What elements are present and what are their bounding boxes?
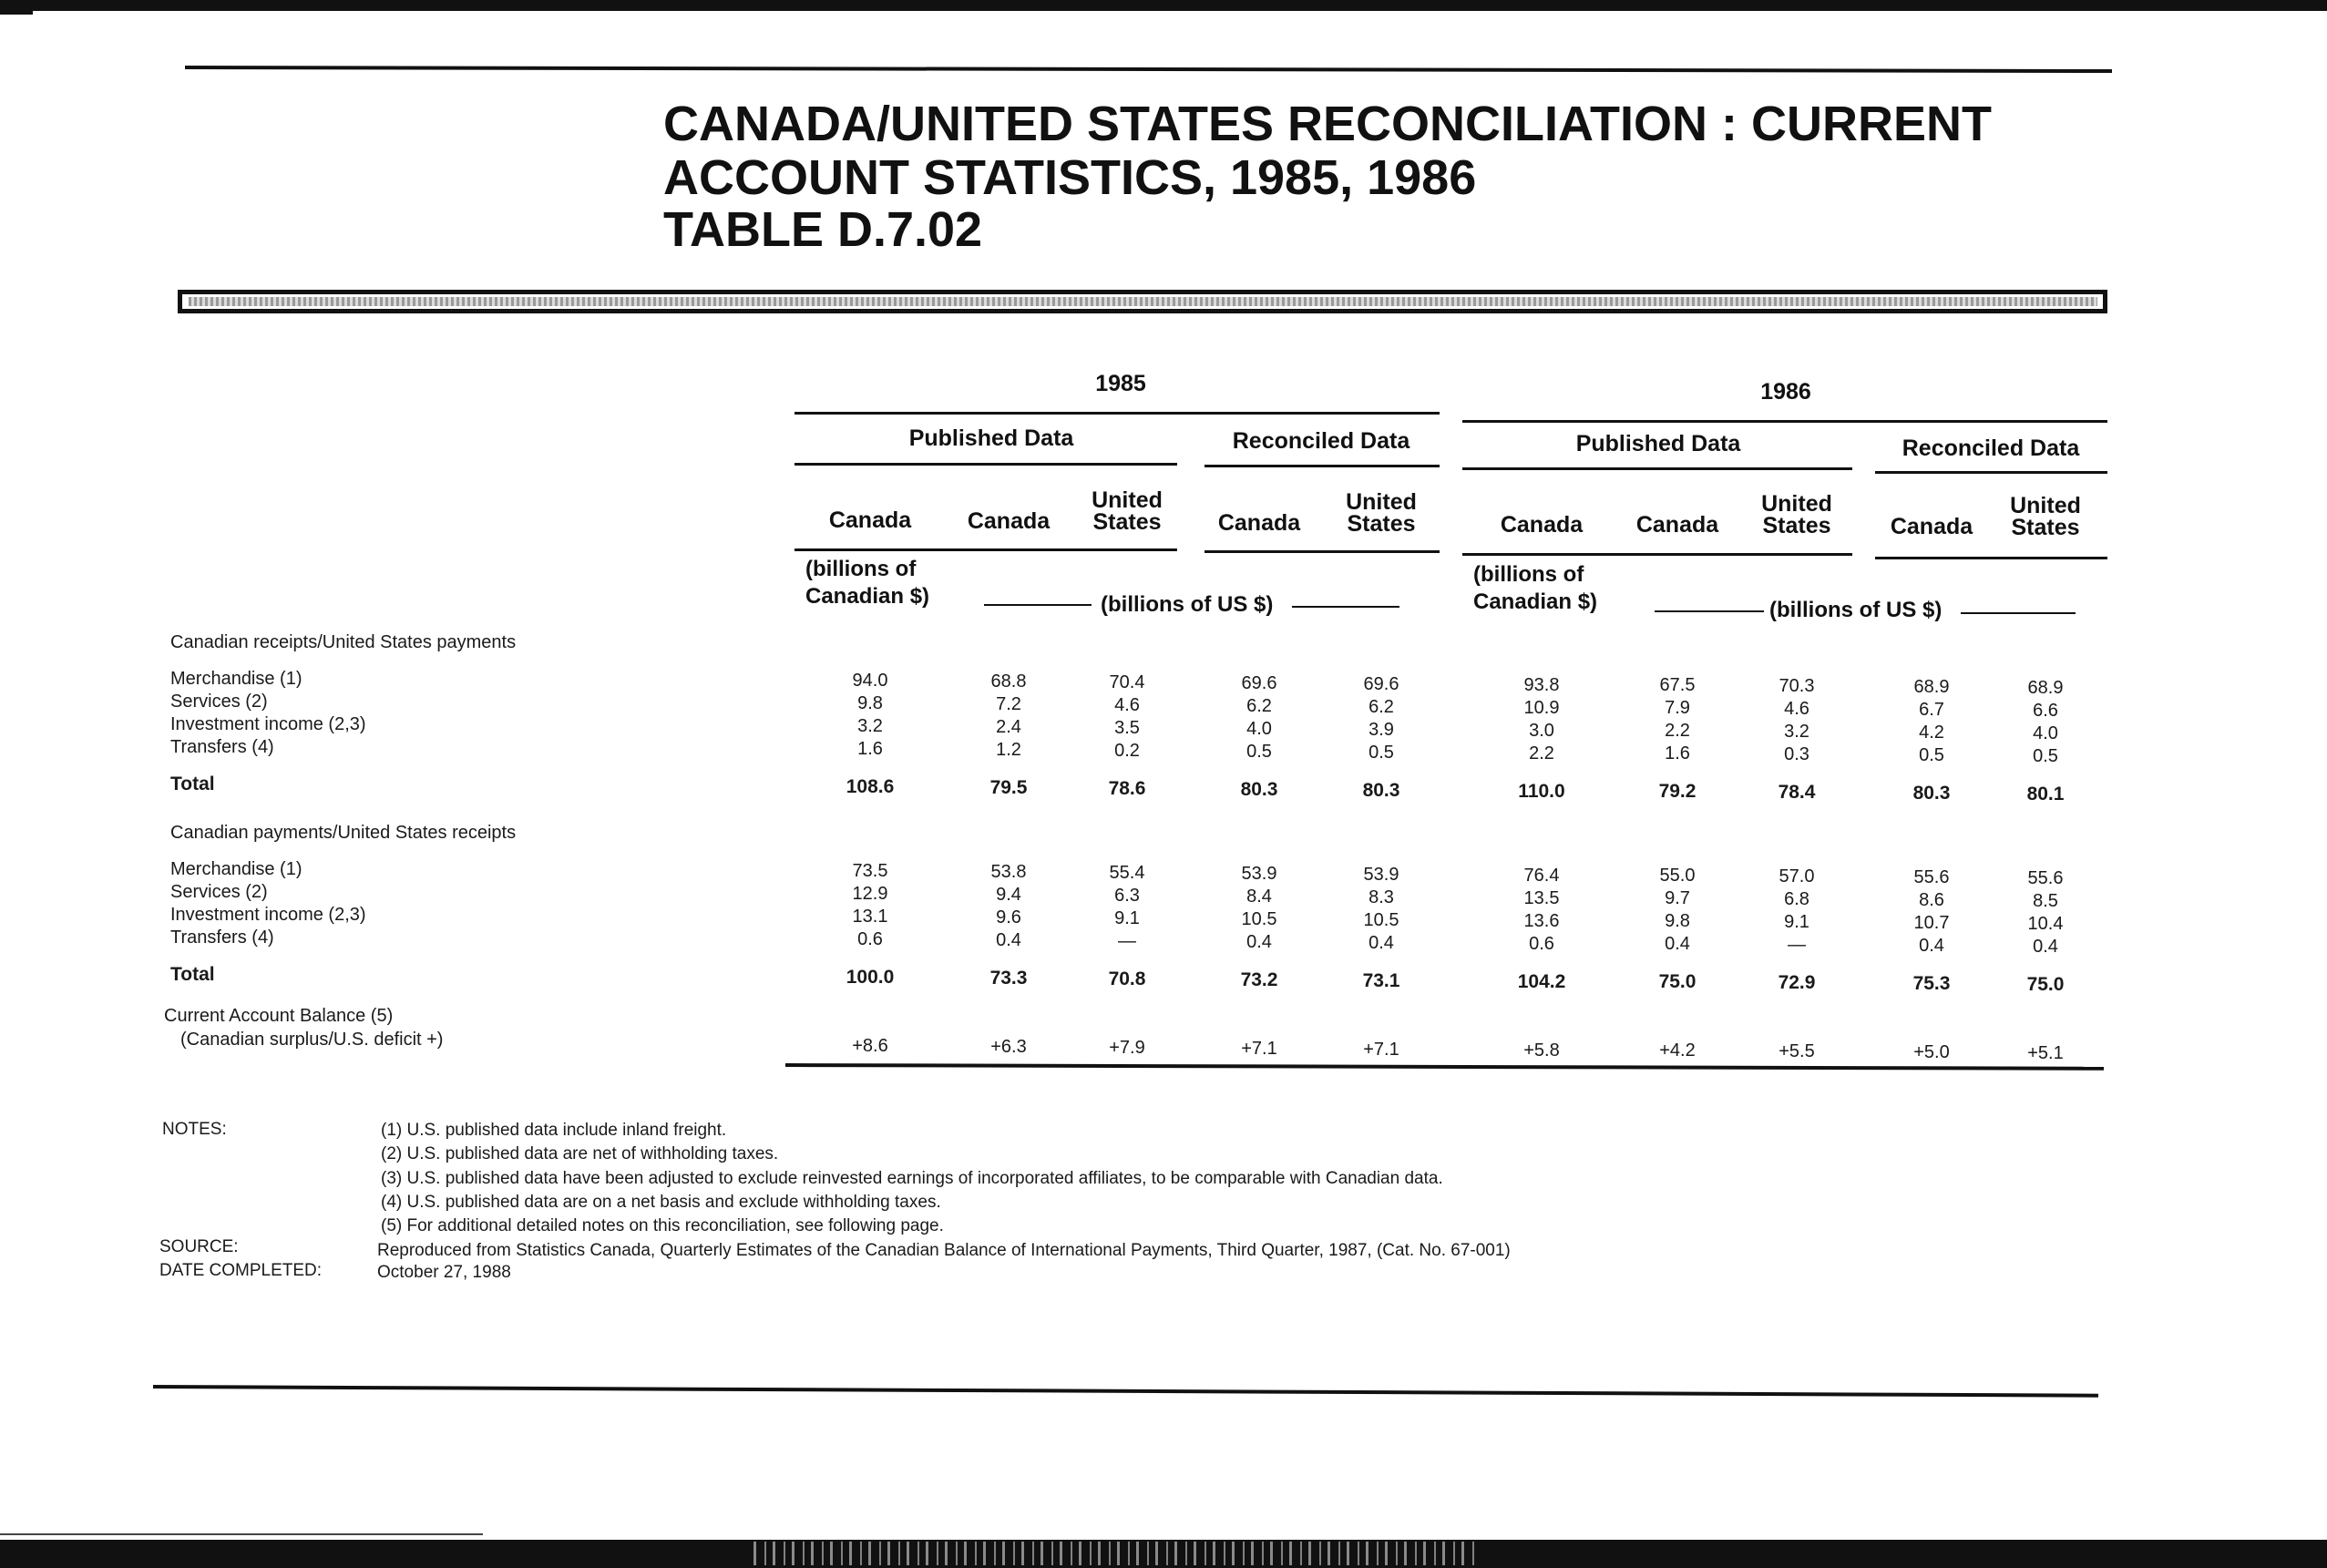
date-completed-text: October 27, 1988 [377,1263,511,1282]
total-cell: 73.1 [1362,969,1400,991]
table-cell: 55.0 [1659,866,1696,886]
total-cell: 79.5 [989,777,1028,799]
row-label: Services (2) [170,692,268,712]
table-cell: 13.6 [1523,910,1560,931]
table-cell: 3.5 [1114,717,1140,738]
table-cell: 6.3 [1114,885,1140,906]
col-rule-reconciled-1985 [1205,550,1440,553]
column-header-line1: United [1092,487,1163,513]
table-cell: — [1788,935,1806,956]
note-3: (3) U.S. published data have been adjusted to exclude reinvested earnings of incorporated affiliates, to be comparable with Canadian data. [381,1169,1443,1188]
row-label: Investment income (2,3) [170,714,366,734]
total-cell: 75.0 [1658,971,1697,993]
bottom-rule [153,1385,2098,1398]
table-cell: 6.2 [1246,695,1272,716]
row-label: Investment income (2,3) [170,905,366,925]
row-label: Services (2) [170,882,268,902]
total-cell: 80.3 [1362,779,1400,801]
total-label: Total [170,774,215,794]
table-cell: 9.6 [996,907,1021,928]
table-cell: 94.0 [852,671,888,692]
table-number: TABLE D.7.02 [663,202,983,257]
table-cell: 68.8 [990,671,1027,692]
table-cell: 2.4 [996,717,1021,738]
unit-cad-1986-line1: (billions of [1473,562,1584,587]
group-published-1985: Published Data [908,425,1074,451]
column-header: Canada [967,508,1051,535]
balance-cell: +5.0 [1913,1042,1950,1063]
balance-sublabel: (Canadian surplus/U.S. deficit +) [180,1030,444,1050]
unit-usd-1986-dash-left [1655,610,1764,612]
note-4: (4) U.S. published data are on a net basis and exclude withholding taxes. [381,1193,941,1212]
year-1985: 1985 [1095,371,1146,396]
col-rule-reconciled-1986 [1875,557,2107,559]
column-header-line1: United [2010,492,2081,518]
table-cell: 10.4 [2027,913,2064,934]
table-cell: 8.5 [2033,890,2058,911]
table-cell: 93.8 [1523,674,1560,695]
unit-cad-1985-line2: Canadian $) [805,584,930,609]
unit-usd-1986-dash-right [1961,612,2076,614]
table-cell: 0.5 [1246,741,1272,762]
table-cell: 0.6 [857,929,883,950]
table-cell: 0.3 [1784,744,1809,765]
column-header: Canada [1217,509,1301,536]
date-completed-label: DATE COMPLETED: [159,1261,323,1280]
total-cell: 72.9 [1778,972,1816,994]
note-2: (2) U.S. published data are net of withholding taxes. [381,1144,779,1163]
balance-cell: +7.1 [1241,1038,1277,1059]
title-divider-texture [189,297,2097,306]
source-text: Reproduced from Statistics Canada, Quarterly Estimates of the Canadian Balance of International Payments, Third Quarter, 1987, (Cat. No. 67-001) [377,1241,1511,1260]
table-cell: 76.4 [1523,865,1560,886]
group-rule-published-1985 [794,463,1177,466]
table-bottom-rule [785,1063,2104,1071]
column-header: Canada [828,507,912,534]
group-reconciled-1986: Reconciled Data [1902,436,2080,461]
table-cell: 8.4 [1246,886,1272,907]
total-cell: 75.3 [1912,973,1951,995]
table-cell: 0.4 [2033,936,2058,957]
year-1986: 1986 [1760,379,1811,405]
table-cell: 0.4 [996,930,1021,951]
table-cell: 67.5 [1659,675,1696,696]
scan-top-border [0,0,2327,11]
table-cell: 55.4 [1109,862,1145,883]
scan-corner-mark [0,11,33,15]
column-header: States [1762,513,1831,539]
table-cell: 3.9 [1369,719,1394,740]
total-cell: 70.8 [1108,968,1146,989]
total-cell: 73.2 [1240,968,1278,990]
table-cell: 9.1 [1784,912,1809,933]
table-cell: 8.3 [1369,886,1394,907]
unit-usd-1986: (billions of US $) [1769,598,1943,622]
top-rule [185,66,2112,73]
footer-rule [0,1533,483,1535]
table-cell: 57.0 [1779,866,1815,887]
row-label: Merchandise (1) [170,859,302,879]
table-cell: 10.7 [1913,913,1950,934]
table-cell: 9.8 [857,693,883,714]
balance-cell: +5.1 [2027,1042,2064,1063]
group-rule-reconciled-1985 [1205,465,1440,467]
table-cell: 55.6 [1913,867,1950,888]
total-cell: 80.3 [1240,778,1278,800]
column-header: States [2011,514,2080,540]
table-cell: 6.8 [1784,889,1809,910]
table-cell: 4.2 [1919,723,1944,743]
total-cell: 108.6 [846,776,895,798]
table-cell: 69.6 [1241,672,1277,693]
scan-bottom-noise [747,1542,1476,1565]
table-cell: 0.4 [1919,936,1944,957]
table-cell: 0.4 [1369,932,1394,953]
table-cell: 13.5 [1523,887,1560,908]
table-cell: 6.2 [1369,696,1394,717]
table-cell: 1.2 [996,740,1021,761]
table-cell: 9.8 [1665,911,1690,932]
total-cell: 79.2 [1658,781,1697,803]
title-line-2: ACCOUNT STATISTICS, 1985, 1986 [663,150,1477,205]
table-cell: 6.6 [2033,700,2058,721]
balance-cell: +7.1 [1363,1039,1399,1060]
table-cell: 53.9 [1363,864,1399,885]
group-reconciled-1985: Reconciled Data [1232,428,1410,454]
table-cell: 0.5 [1369,742,1394,763]
table-cell: 0.4 [1246,931,1272,952]
table-cell: 12.9 [852,884,888,905]
table-cell: 73.5 [852,861,888,882]
balance-cell: +4.2 [1659,1040,1696,1061]
column-header-line1: United [1761,491,1832,518]
note-1: (1) U.S. published data include inland freight. [381,1121,727,1140]
total-cell: 73.3 [989,968,1028,989]
unit-cad-1986-line2: Canadian $) [1473,589,1598,614]
column-header: States [1092,508,1162,535]
table-cell: 9.7 [1665,888,1690,909]
group-published-1986: Published Data [1575,431,1741,456]
source-label: SOURCE: [159,1237,239,1256]
total-cell: 80.3 [1912,783,1951,804]
table-cell: 4.6 [1784,699,1809,720]
group-rule-published-1986 [1462,467,1852,470]
table-cell: 4.0 [1246,718,1272,739]
balance-cell: +6.3 [990,1037,1027,1058]
row-label: Merchandise (1) [170,669,302,689]
table-cell: 0.2 [1114,740,1140,761]
unit-cad-1985-line1: (billions of [805,557,917,581]
total-cell: 78.4 [1778,782,1816,804]
total-cell: 100.0 [846,967,895,989]
table-cell: 68.9 [2027,677,2064,698]
table-cell: 0.4 [1665,934,1690,955]
table-cell: 10.5 [1363,909,1399,930]
table-cell: 2.2 [1665,721,1690,742]
table-cell: 53.9 [1241,863,1277,884]
notes-label: NOTES: [162,1120,227,1139]
table-cell: 3.0 [1529,720,1554,741]
row-label: Transfers (4) [170,927,274,948]
table-cell: 3.2 [1784,722,1809,743]
table-cell: 4.6 [1114,694,1140,715]
table-cell: 70.4 [1109,671,1145,692]
year-1985-rule [794,412,1440,415]
column-header: Canada [1635,512,1719,538]
table-cell: 10.5 [1241,908,1277,929]
column-header-line1: United [1346,488,1417,515]
unit-usd-1985: (billions of US $) [1101,592,1274,617]
table-cell: 10.9 [1523,697,1560,718]
table-cell: 0.6 [1529,933,1554,954]
table-cell: 7.9 [1665,698,1690,719]
table-cell: 0.5 [1919,745,1944,766]
unit-usd-1985-dash-left [984,604,1092,606]
unit-usd-1985-dash-right [1292,606,1399,608]
total-cell: 75.0 [2026,973,2065,995]
column-header: Canada [1500,511,1584,538]
section-heading: Canadian receipts/United States payments [170,632,517,652]
total-cell: 80.1 [2026,783,2065,804]
group-rule-reconciled-1986 [1875,471,2107,474]
table-cell: 4.0 [2033,723,2058,743]
table-cell: 53.8 [990,862,1027,883]
total-cell: 104.2 [1517,970,1566,992]
table-cell: 1.6 [1665,743,1690,764]
table-cell: 1.6 [857,739,883,760]
balance-label: Current Account Balance (5) [164,1006,394,1026]
table-cell: 70.3 [1779,676,1815,697]
table-cell: 13.1 [852,907,888,927]
table-cell: 7.2 [996,694,1021,715]
total-label: Total [170,964,215,985]
table-cell: 55.6 [2027,867,2064,888]
section-heading: Canadian payments/United States receipts [170,823,517,843]
table-cell: 8.6 [1919,890,1944,911]
col-rule-published-1986 [1462,553,1852,556]
row-label: Transfers (4) [170,737,274,757]
table-cell: 0.5 [2033,745,2058,766]
column-header: Canada [1890,514,1973,540]
balance-cell: +5.8 [1523,1040,1560,1061]
note-5: (5) For additional detailed notes on this reconciliation, see following page. [381,1216,944,1235]
balance-cell: +8.6 [852,1036,888,1057]
table-cell: 68.9 [1913,677,1950,698]
total-cell: 110.0 [1518,780,1565,802]
year-1986-rule [1462,420,2107,423]
table-cell: — [1118,930,1136,951]
col-rule-published-1985 [794,548,1177,551]
balance-cell: +5.5 [1779,1041,1815,1062]
table-cell: 3.2 [857,716,883,737]
title-line-1: CANADA/UNITED STATES RECONCILIATION : CURRENT [663,97,1992,151]
table-cell: 69.6 [1363,673,1399,694]
total-cell: 78.6 [1108,777,1146,799]
table-cell: 9.4 [996,885,1021,906]
table-cell: 9.1 [1114,907,1140,928]
column-header: States [1347,510,1416,537]
table-cell: 6.7 [1919,700,1944,721]
balance-cell: +7.9 [1109,1037,1145,1058]
table-cell: 2.2 [1529,743,1554,764]
